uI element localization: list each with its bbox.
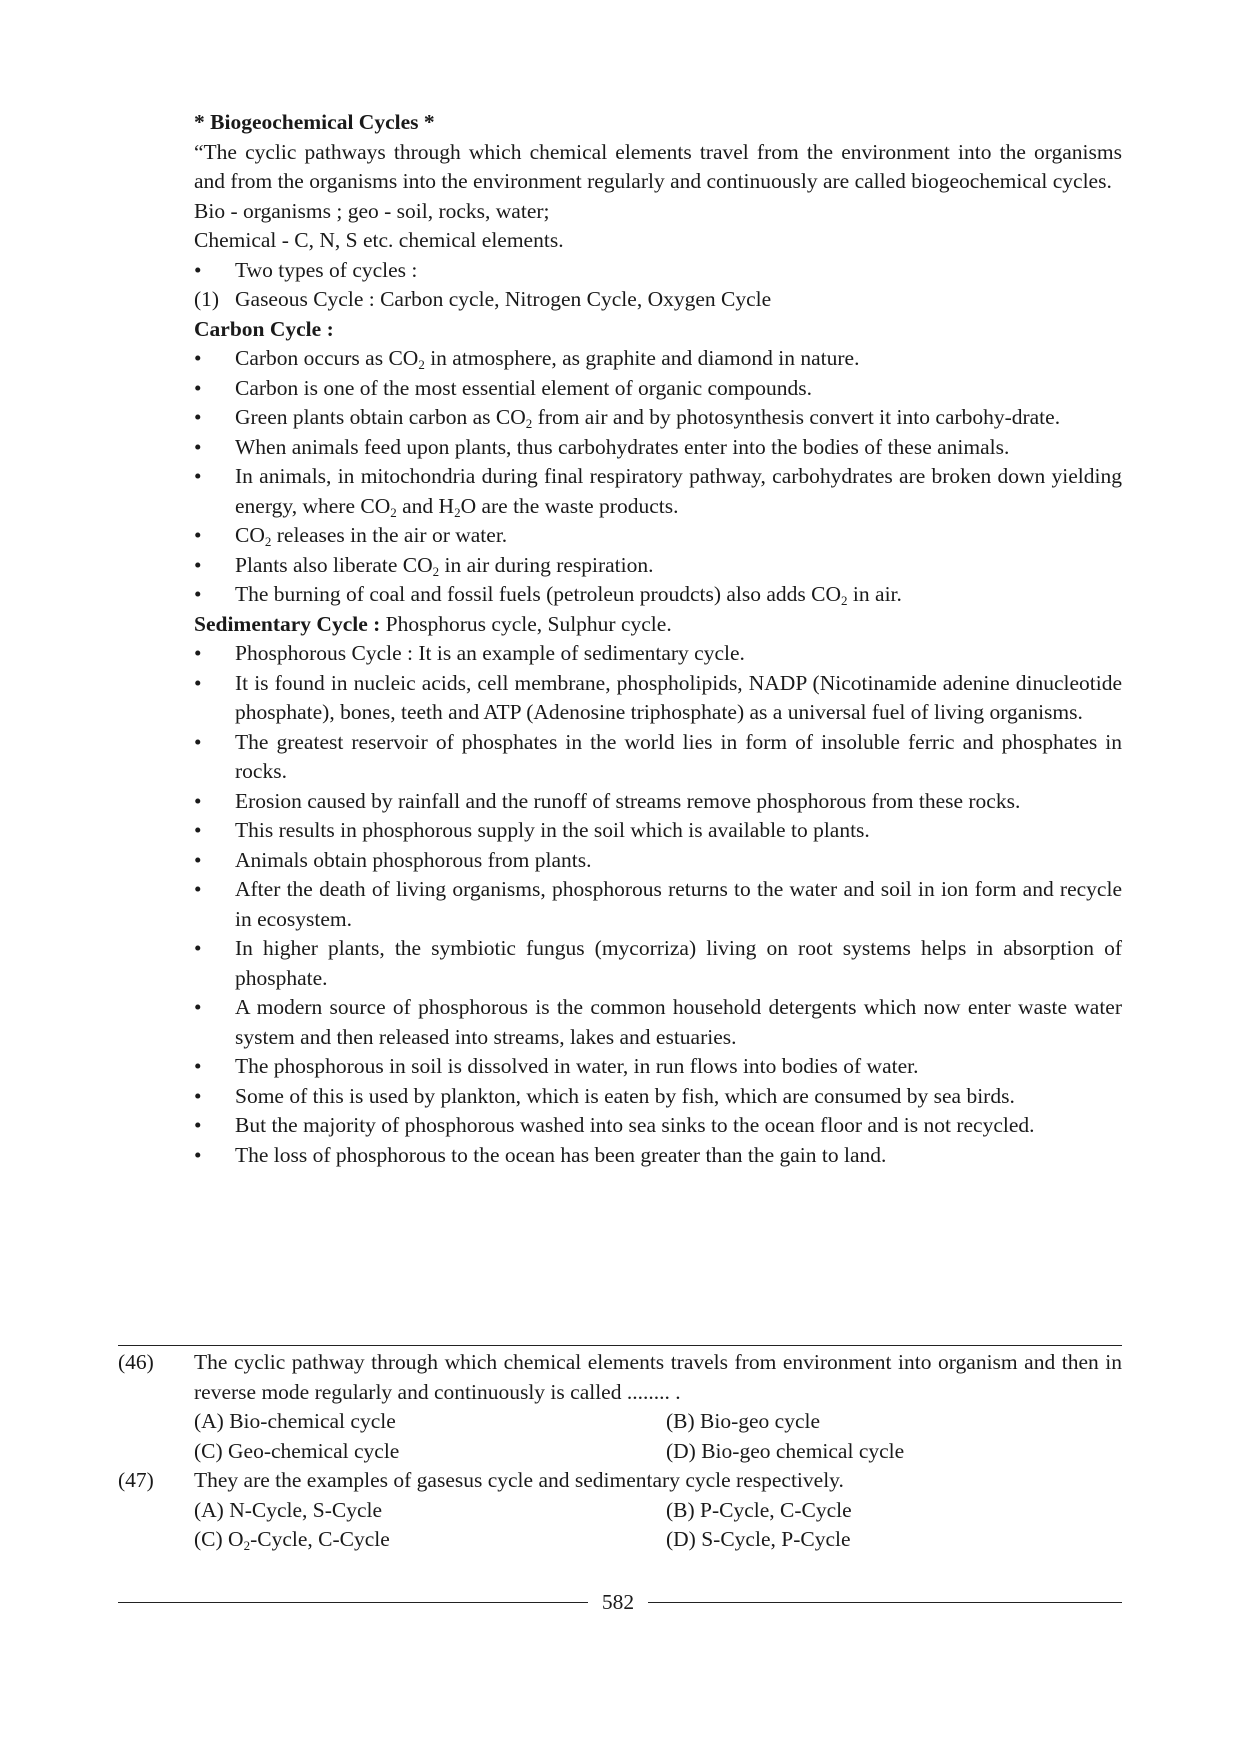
footer-rule-left [118, 1602, 588, 1603]
bullet-icon: • [194, 405, 202, 429]
question-46 [118, 1348, 1122, 1466]
list-marker: (1) [194, 287, 220, 311]
bullet-icon: • [194, 552, 202, 577]
options-grid [194, 1496, 1122, 1555]
question-number: (47) [118, 1468, 154, 1492]
question-text: The cyclic pathway through which chemical elements travels from environment into organism and then in reverse mode regularly and continuously is called ........ . [194, 1350, 1122, 1404]
option-a: (A) Bio-chemical cycle [194, 1409, 396, 1433]
bullet-icon: • [194, 346, 202, 370]
list-item: • A modern source of phosphorous is the common household detergents which now enter waste water system and then released into streams, lakes and estuaries. [194, 995, 1122, 1049]
list-item: • In animals, in mitochondria during final respiratory pathway, carbohydrates are broken down yielding energy, where $CO_2$ and $H_2O$ are the waste products. [194, 464, 1122, 520]
list-item: • After the death of living organisms, phosphorous returns to the water and soil in ion form and recycle in ecosystem. [194, 877, 1122, 931]
bullet-icon: • [194, 877, 202, 901]
bullet-icon: • [194, 523, 202, 547]
bullet-icon: • [194, 995, 202, 1019]
list-item: • It is found in nucleic acids, cell membrane, phospholipids, NADP (Nicotinamide adenine dinucleotide phosphate), bones, teeth and ATP (Adenosine triphosphate) as a universal fuel of living organisms. [194, 670, 1122, 724]
bullet-icon: • [194, 1083, 202, 1108]
list-item: • Animals obtain phosphorous from plants. [194, 846, 1122, 876]
meaning-line: Bio - organisms ; geo - soil, rocks, water; [194, 198, 550, 223]
list-item: • Green plants obtain carbon as $CO_2$ from air and by photosynthesis convert it into carbohy-drate. [194, 405, 1061, 431]
bullet-icon: • [194, 729, 202, 754]
question-number: (46) [118, 1350, 154, 1374]
section-title: * Biogeochemical Cycles * [194, 110, 435, 134]
option-c: (C) $O_2$-Cycle, C-Cycle [194, 1527, 390, 1553]
bullet-icon: • [194, 818, 202, 842]
list-item: • The greatest reservoir of phosphates in the world lies in form of insoluble ferric and phosphates in rocks. [194, 729, 1122, 783]
list-item: • Phosphorous Cycle : It is an example of sedimentary cycle. [194, 639, 1122, 669]
question-47 [118, 1466, 1122, 1555]
option-c: (C) Geo-chemical cycle [194, 1438, 400, 1463]
sedimentary-list [194, 639, 1122, 1170]
options-grid [194, 1407, 1122, 1466]
list-item: • In higher plants, the symbiotic fungus (mycorriza) living on root systems helps in absorption of phosphate. [194, 936, 1122, 990]
list-item: • But the majority of phosphorous washed into sea sinks to the ocean floor and is not recycled. [194, 1111, 1122, 1141]
bullet-icon: • [194, 1054, 202, 1078]
footer-rule-right [648, 1602, 1122, 1603]
definition-paragraph: “The cyclic pathways through which chemical elements travel from the environment into the organisms and from the organisms into the environment regularly and continuously are called biogeochemical cycles. [194, 139, 1122, 193]
bullet-icon: • [194, 257, 202, 282]
questions-section [118, 1348, 1122, 1555]
bullet-icon: • [194, 375, 202, 400]
option-b: (B) Bio-geo cycle [666, 1409, 821, 1433]
option-d: (D) S-Cycle, P-Cycle [666, 1527, 851, 1551]
bullet-icon: • [194, 936, 202, 960]
sedimentary-cycle-heading: Sedimentary Cycle : Phosphorus cycle, Sulphur cycle. [194, 611, 672, 636]
bullet-icon: • [194, 464, 202, 488]
bullet-icon: • [194, 434, 202, 459]
list-item: • Some of this is used by plankton, which is eaten by fish, which are consumed by sea birds. [194, 1082, 1122, 1112]
list-item: • Plants also liberate $CO_2$ in air during respiration. [194, 552, 654, 579]
list-item: • The loss of phosphorous to the ocean has been greater than the gain to land. [194, 1141, 1122, 1171]
bullet-icon: • [194, 670, 202, 695]
carbon-cycle-heading: Carbon Cycle : [194, 316, 334, 341]
main-content [194, 108, 1122, 1170]
bullet-icon: • [194, 788, 202, 813]
bullet-icon: • [194, 847, 202, 872]
page-footer [118, 1587, 1122, 1617]
list-item: • Two types of cycles : [194, 256, 1122, 286]
list-item: • Carbon occurs as $CO_2$ in atmosphere, as graphite and diamond in nature. [194, 346, 860, 372]
page-number: 582 [601, 1590, 635, 1614]
list-item: • Erosion caused by rainfall and the runoff of streams remove phosphorous from these rocks. [194, 787, 1122, 817]
meaning-line: Chemical - C, N, S etc. chemical elements. [194, 228, 564, 252]
section-divider [118, 1345, 1122, 1346]
bullet-icon: • [194, 1113, 202, 1137]
list-item: • $CO_2$ releases in the air or water. [194, 523, 508, 549]
list-item: • This results in phosphorous supply in the soil which is available to plants. [194, 816, 1122, 846]
question-text: They are the examples of gasesus cycle and sedimentary cycle respectively. [194, 1468, 844, 1492]
list-item: • The phosphorous in soil is dissolved in water, in run flows into bodies of water. [194, 1052, 1122, 1082]
option-d: (D) Bio-geo chemical cycle [666, 1438, 905, 1463]
option-a: (A) N-Cycle, S-Cycle [194, 1497, 383, 1522]
list-item: • Carbon is one of the most essential element of organic compounds. [194, 374, 1122, 404]
option-b: (B) P-Cycle, C-Cycle [666, 1497, 852, 1522]
list-item: (1) Gaseous Cycle : Carbon cycle, Nitrogen Cycle, Oxygen Cycle [194, 285, 1122, 315]
bullet-icon: • [194, 582, 202, 606]
list-item: • When animals feed upon plants, thus carbohydrates enter into the bodies of these animals. [194, 433, 1122, 463]
bullet-icon: • [194, 1142, 202, 1167]
list-item: • The burning of coal and fossil fuels (petroleun proudcts) also adds $CO_2$ in air. [194, 582, 902, 608]
bullet-icon: • [194, 641, 202, 665]
